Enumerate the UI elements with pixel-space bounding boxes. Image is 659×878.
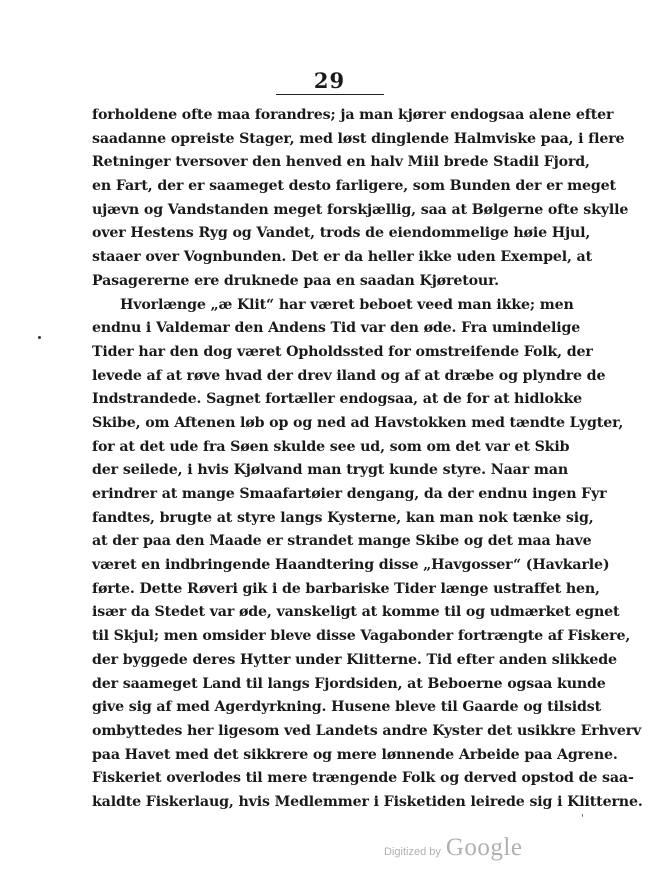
text-line: Fiskeriet overlodes til mere trængende Folk og derved opstod de saa- bbox=[92, 770, 634, 787]
text-line: der byggede deres Hytter under Klitterne. Tid efter anden slikkede bbox=[92, 651, 617, 668]
text-line: en Fart, der er saameget desto farligere, som Bunden der er meget bbox=[92, 178, 616, 195]
text-line: til Skjul; men omsider bleve disse Vagabonder fortrængte af Fiskere, bbox=[92, 628, 631, 645]
page-number: 29 bbox=[313, 68, 346, 93]
text-line: Retninger tversover den henved en halv Miil brede Stadil Fjord, bbox=[92, 154, 590, 171]
text-line: Tider har den dog været Opholdssted for omstreifende Folk, der bbox=[92, 343, 593, 360]
text-line: der saameget Land til langs Fjordsiden, at Beboerne ogsaa kunde bbox=[92, 675, 606, 692]
text-line: ujævn og Vandstanden meget forskjællig, saa at Bølgerne ofte skylle bbox=[92, 201, 629, 218]
text-line: været en indbringende Haandtering disse „Havgosser“ (Havkarle) bbox=[92, 557, 610, 574]
body-text bbox=[92, 104, 643, 815]
text-line: paa Havet med det sikkrere og mere lønnende Arbeide paa Agrene. bbox=[92, 746, 618, 763]
text-line: forholdene ofte maa forandres; ja man kjører endogsaa alene efter bbox=[92, 107, 614, 123]
text-line: ombyttedes her ligesom ved Landets andre Kyster det usikkre Erhverv bbox=[92, 722, 642, 739]
text-line: staaer over Vognbunden. Det er da heller ikke uden Exempel, at bbox=[92, 249, 592, 266]
text-line: kaldte Fiskerlaug, hvis Medlemmer i Fisketiden leirede sig i Klitterne. bbox=[92, 793, 643, 810]
text-line: levede af at røve hvad der drev iland og af at dræbe og plyndre de bbox=[92, 367, 606, 384]
page-number-rule bbox=[276, 94, 384, 95]
text-line: saadanne opreiste Stager, med løst dinglende Halmviske paa, i flere bbox=[92, 130, 625, 147]
text-line: for at det ude fra Søen skulde see ud, som om det var et Skib bbox=[92, 438, 570, 455]
text-line: der seilede, i hvis Kjølvand man trygt kunde styre. Naar man bbox=[92, 462, 568, 479]
text-line: førte. Dette Røveri gik i de barbariske Tider længe ustraffet hen, bbox=[92, 580, 600, 597]
text-line: erindrer at mange Smaafartøier dengang, da der endnu ingen Fyr bbox=[92, 486, 607, 502]
text-line: give sig af med Agerdyrkning. Husene bleve til Gaarde og tilsidst bbox=[92, 699, 602, 716]
text-line: endnu i Valdemar den Andens Tid var den øde. Fra umindelige bbox=[92, 320, 581, 337]
text-line: især da Stedet var øde, vanskeligt at komme til og udmærket egnet bbox=[92, 604, 620, 621]
margin-mark bbox=[38, 336, 41, 339]
watermark-prefix: Digitized by bbox=[384, 846, 441, 858]
text-line: Skibe, om Aftenen løb op og ned ad Havstokken med tændte Lygter, bbox=[92, 414, 624, 431]
text-line: Indstrandede. Sagnet fortæller endogsaa, at de for at hidlokke bbox=[92, 391, 583, 408]
corner-mark: ’ bbox=[579, 811, 589, 826]
watermark bbox=[384, 834, 522, 862]
text-line: over Hestens Ryg og Vandet, trods de eiendommelige høie Hjul, bbox=[92, 225, 591, 242]
text-line: Pasagererne ere druknede paa en saadan Kjøretour. bbox=[92, 272, 499, 289]
text-line: fandtes, brugte at styre langs Kysterne, kan man nok tænke sig, bbox=[92, 509, 594, 526]
text-line: Hvorlænge „æ Klit“ har været beboet veed man ikke; men bbox=[120, 296, 574, 313]
text-line: at der paa den Maade er strandet mange Skibe og det maa have bbox=[92, 533, 592, 550]
watermark-logo: Google bbox=[445, 834, 523, 861]
